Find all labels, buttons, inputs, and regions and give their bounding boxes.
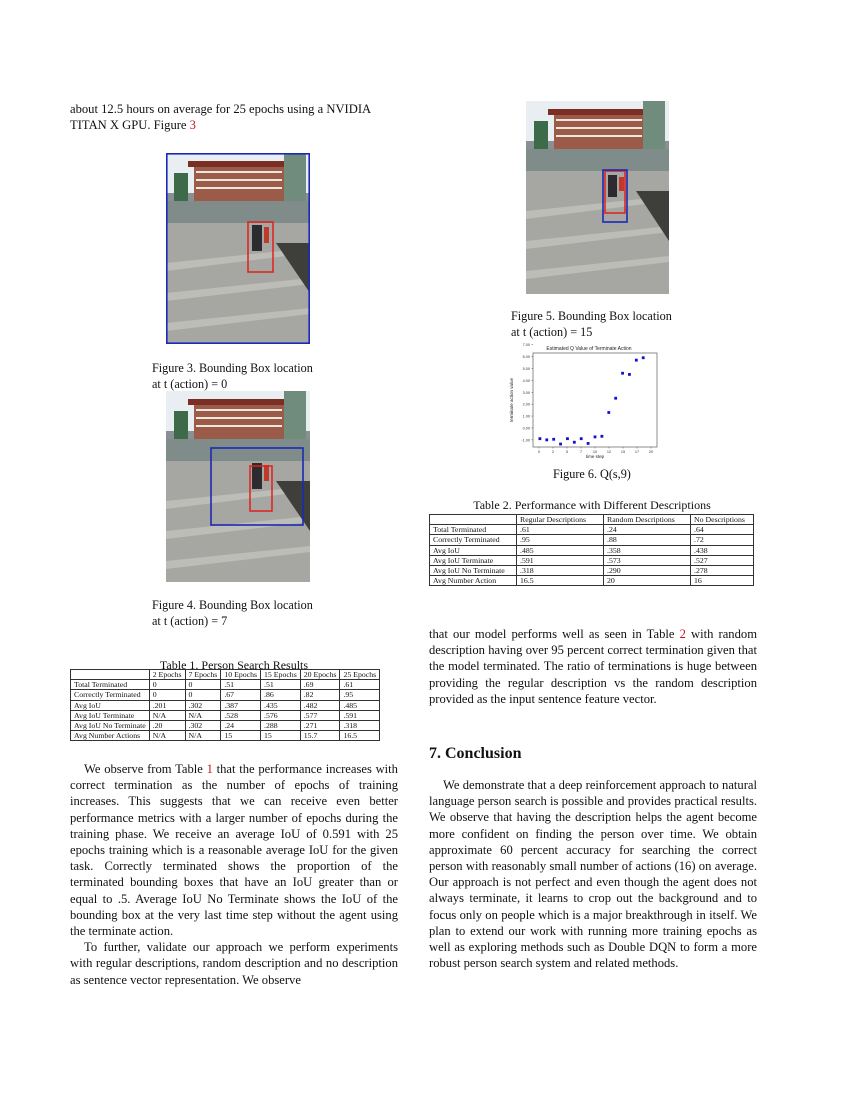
table-row: Total Terminated .61 .24 .64: [430, 525, 754, 535]
figure-3-link[interactable]: 3: [189, 118, 196, 133]
y-tick-label: 5.00: [522, 366, 530, 371]
table-2: [429, 514, 754, 586]
table-1-grid: [70, 669, 380, 741]
q-value-scatter: [509, 343, 661, 461]
data-point: [538, 437, 541, 440]
data-point: [566, 437, 569, 440]
data-point: [600, 435, 603, 438]
conclusion-text: We demonstrate that a deep reinforcement approach to natural language person search is possible and provides practical results. We observe that having the description helps the agent become more confident on finding the person over time. We obtain approximate 60 percent accuracy for searching the correct person with reasonably small number of actions (16) on average. Our approach is not perfect and even though the agent does not always terminate, it learns to crop out the background and to focus only on people which is a major breakthrough in itself. We plan to extend our work with running more training epochs as well as exploring methods such as Double DQN to form a more robust person search system and related methods.: [429, 778, 757, 971]
data-point: [628, 373, 631, 376]
x-tick-label: 12: [606, 450, 612, 454]
table-2-caption: Table 2. Performance with Different Descriptions: [473, 498, 711, 512]
table-1-header-row: 2 Epochs 7 Epochs 10 Epochs 15 Epochs 20 Epochs 25 Epochs: [71, 670, 380, 680]
figure-3-scene: [166, 153, 310, 344]
y-tick-label: 1.00: [522, 414, 530, 419]
figure-5-caption: Figure 5. Bounding Box location at t (action) = 15: [511, 309, 672, 339]
y-tick-label: 2.00: [522, 402, 530, 407]
figure-6-caption: Figure 6. Q(s,9): [553, 467, 631, 481]
left-body: [70, 761, 398, 988]
x-tick-label: 20: [648, 450, 654, 454]
figure-5-image: [526, 101, 669, 294]
data-point: [580, 437, 583, 440]
table-row: Total Terminated 0 0 .51 .51 .69 .61: [71, 680, 380, 690]
intro-line-1: about 12.5 hours on average for 25 epochs using a NVIDIA: [70, 102, 372, 116]
data-point: [607, 411, 610, 414]
y-axis-label: terminate action value: [509, 377, 514, 423]
figure-4-image: [166, 391, 310, 582]
data-point: [614, 397, 617, 400]
table-row: Avg IoU Terminate N/A N/A .528 .576 .577 .591: [71, 710, 380, 720]
table-row: Avg Number Action 16.5 20 16: [430, 576, 754, 586]
y-tick-label: 3.00: [522, 390, 530, 395]
data-point: [545, 438, 548, 441]
table-row: Correctly Terminated .95 .88 .72: [430, 535, 754, 545]
section-heading-conclusion: 7. Conclusion: [429, 745, 522, 762]
table-row: Avg IoU .201 .302 .387 .435 .482 .485: [71, 700, 380, 710]
table-2-header-row: Regular Descriptions Random Descriptions No Descriptions: [430, 515, 754, 525]
table-row: Avg IoU No Terminate .20 .302 .24 .288 .271 .318: [71, 721, 380, 731]
data-points: [538, 356, 644, 445]
y-tick-label: 7.00: [522, 343, 530, 348]
x-tick-label: 15: [620, 450, 626, 454]
table-row: Avg IoU .485 .358 .438: [430, 545, 754, 555]
y-tick-label: 4.00: [522, 378, 530, 383]
plot-frame: [533, 353, 657, 447]
table-2-link[interactable]: 2: [679, 627, 686, 641]
x-tick-label: 5: [565, 450, 569, 454]
table-row: Avg Number Actions N/A N/A 15 15 15.7 16.5: [71, 731, 380, 741]
x-tick-label: 17: [634, 450, 640, 454]
left-paragraph-1: We observe from Table 1 that the performance increases with correct termination as the number of epochs of training increases. This suggests that we can receive even better performance metrics with a larger number of epochs during the training phase. We receive an average IoU of 0.591 with 25 epochs training which is a reasonable average IoU for the given task. Correctly terminated shows the proportion of the terminated bounding boxes that have an IoU greater than or equal to .5. Average IoU No Terminate shows the IoU of the bounding box at the very last time step without the agent using the terminate action.: [70, 762, 398, 939]
figure-4-caption: Figure 4. Bounding Box location at t (action) = 7: [152, 598, 313, 628]
data-point: [587, 442, 590, 445]
x-ticks: [538, 447, 653, 454]
y-tick-label: 0.00: [522, 426, 530, 431]
x-tick-label: 2: [551, 450, 555, 454]
intro-text: [70, 101, 398, 133]
data-point: [559, 443, 562, 446]
data-point: [573, 441, 576, 444]
data-point: [635, 359, 638, 362]
data-point: [642, 356, 645, 359]
table-1-link[interactable]: 1: [206, 762, 213, 776]
table-row: Correctly Terminated 0 0 .67 .86 .82 .95: [71, 690, 380, 700]
table-row: Avg IoU Terminate .591 .573 .527: [430, 555, 754, 565]
table-row: Avg IoU No Terminate .318 .290 .278: [430, 566, 754, 576]
figure-5-scene: [526, 101, 669, 294]
y-tick-label: -1.00: [521, 438, 530, 443]
intro-line-2: TITAN X GPU. Figure 3: [70, 118, 196, 133]
table-1-caption: Table 1. Person Search Results: [159, 658, 309, 672]
y-ticks: [521, 343, 533, 442]
chart-title: Estimated Q Value of Terminate Action: [546, 346, 632, 352]
x-tick-label: 0: [537, 450, 541, 454]
figure-6-chart: [509, 343, 661, 461]
left-paragraph-2: To further, validate our approach we perform experiments with regular descriptions, random description and no description as sentence vector representation. We observe: [70, 940, 398, 987]
figure-3-image: [166, 153, 310, 344]
data-point: [621, 372, 624, 375]
x-tick-label: 7: [579, 450, 583, 454]
x-tick-label: 10: [592, 450, 598, 454]
figure-3-caption: Figure 3. Bounding Box location at t (action) = 0: [152, 361, 313, 391]
table-2-grid: [429, 514, 754, 586]
right-paragraph-1: that our model performs well as seen in Table 2 with random description having over 95 percent correct termination given that the model terminated. The ratio of terminations is huge between providing the regular description vs the random description provided as the input sentence feature vector.: [429, 627, 757, 706]
data-point: [594, 435, 597, 438]
table-1: [70, 669, 380, 741]
figure-4-scene: [166, 391, 310, 582]
right-body: [429, 626, 757, 707]
data-point: [552, 438, 555, 441]
x-axis-label: time step: [585, 454, 605, 459]
y-tick-label: 6.00: [522, 355, 530, 360]
